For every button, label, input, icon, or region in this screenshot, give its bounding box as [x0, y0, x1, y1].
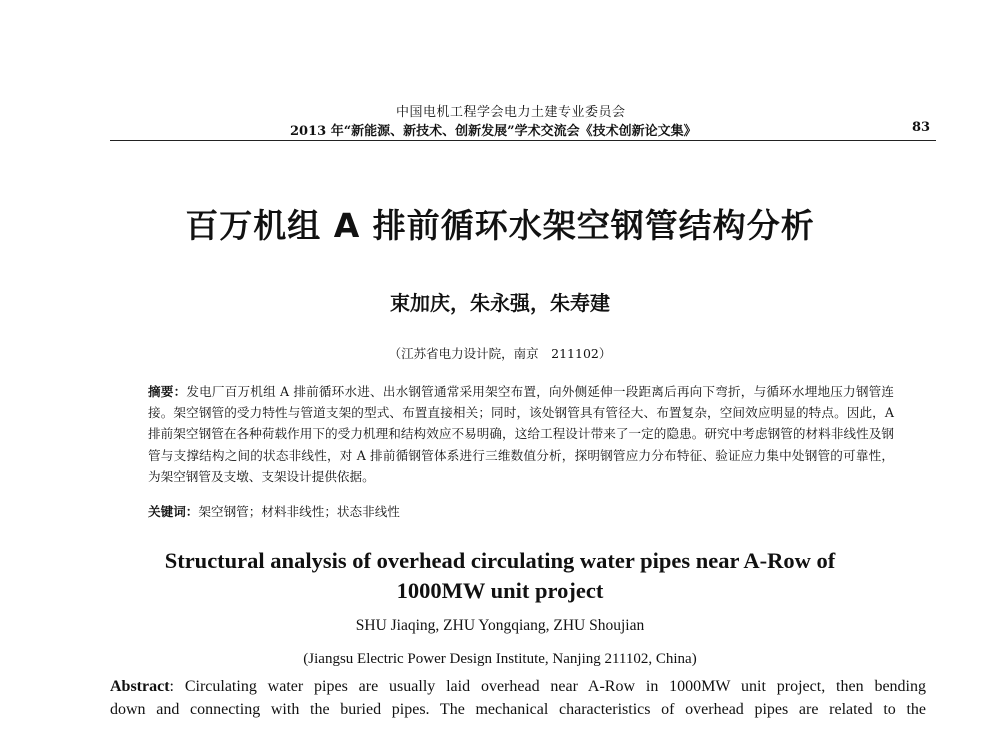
abstract-en-line2: down and connecting with the buried pipes. The mechanical characteristics of overhead pipes are related to the	[110, 701, 926, 718]
paper-title-en-line2: 1000MW unit project	[396, 578, 604, 603]
journal-header-line2: 2013 年“新能源、新技术、创新发展”学术交流会《技术创新论文集》	[290, 124, 697, 139]
keywords-cn-text: 架空钢管；材料非线性；状态非线性	[198, 504, 400, 519]
abstract-cn	[148, 381, 894, 487]
paper-title-en	[0, 546, 1000, 606]
affiliation-en: (Jiangsu Electric Power Design Institute, Nanjing 211102, China)	[303, 651, 697, 667]
authors-en: SHU Jiaqing, ZHU Yongqiang, ZHU Shoujian	[355, 617, 645, 634]
header-rule	[110, 140, 936, 141]
abstract-en	[110, 675, 926, 721]
keywords-cn	[148, 501, 400, 520]
paper-title-en-line1: Structural analysis of overhead circulating water pipes near A-Row of	[164, 548, 836, 573]
paper-title-cn: 百万机组 A 排前循环水架空钢管结构分析	[185, 206, 815, 245]
abstract-cn-text: 发电厂百万机组 A 排前循环水进、出水钢管通常采用架空布置，向外侧延伸一段距离后再向下弯折，与循环水埋地压力钢管连接。架空钢管的受力特性与管道支架的型式、布置直接相关；同时，该处钢管具有管径大、布置复杂，空间效应明显的特点。因此，A 排前架空钢管在各种荷载作用下的受力机理和结构效应不易明确，这给工程设计带来了一定的隐患。研究中考虑钢管的材料非线性及钢管与支撑结构之间的状态非线性，对 A 排前循钢管体系进行三维数值分析，探明钢管应力分布特征、验证应力集中处钢管的可靠性，为架空钢管及支墩、支架设计提供依据。	[148, 384, 894, 484]
abstract-en-line1: Abstract: Circulating water pipes are usually laid overhead near A-Row in 1000MW unit project, then bending	[110, 678, 926, 695]
page-number: 83	[912, 120, 931, 135]
journal-header-line1: 中国电机工程学会电力土建专业委员会	[396, 105, 626, 120]
abstract-en-label: Abstract	[110, 678, 170, 695]
keywords-cn-label: 关键词：	[148, 504, 199, 519]
abstract-cn-label: 摘要：	[148, 384, 187, 399]
affiliation-cn: （江苏省电力设计院，南京 211102）	[388, 346, 612, 361]
authors-cn: 束加庆，朱永强，朱寿建	[390, 291, 610, 315]
